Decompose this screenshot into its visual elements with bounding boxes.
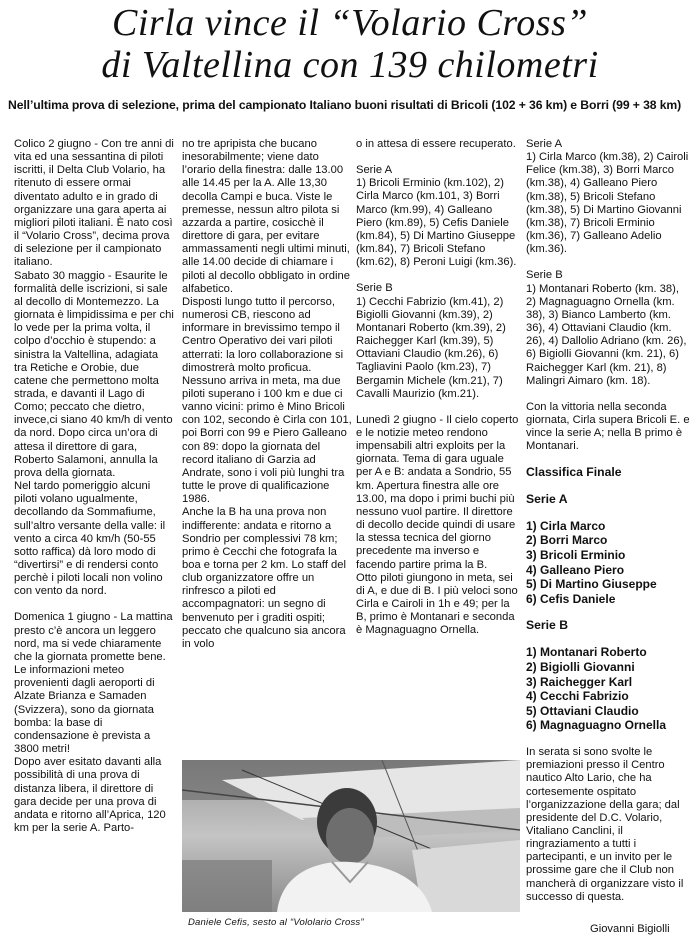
paragraph: Nel tardo pomeriggio alcuni piloti volano ugualmente, decollando da Sommafiume, sull’altro versante della valle: il vento a circa 40 km/h (50-55 sotto raffica) dà loro modo di “divertirsi” e di rendersi conto perchè i piloti locali non volino con vento da nord. <box>14 480 166 598</box>
paragraph: Colico 2 giugno - Con tre anni di vita ed una sessantina di piloti iscritti, il Delta Club Volario, ha ritenuto di essere ormai diventato adulto e in grado di organizzare una gara aperta ai migliori piloti italiani. È nato così il “Volario Cross”, decima prova di selezione per il campionato italiano. <box>14 138 174 269</box>
article-photo <box>182 760 520 912</box>
headline <box>0 2 700 86</box>
photo-caption: Daniele Cefis, sesto al “Vololario Cross” <box>188 917 364 928</box>
paragraph: Anche la B ha una prova non indifferente: andata e ritorno a Sondrio per complessivi 78 km; primo è Cecchi che fotografa la boa e torna per 2 km. Lo staff del club organizzatore offre un rinfresco a piloti ed accompagnatori: un segno di benvenuto per i graditi ospiti; peccato che qualcuno sia ancora in volo <box>182 506 346 650</box>
paragraph: Dopo aver esitato davanti alla possibilità di una prova di distanza libera, il direttore di gara decide per una prova di andata e ritorno all’Aprica, 120 km per la serie A. Parto- <box>14 756 166 834</box>
headline-line-1: Cirla vince il “Volario Cross” <box>112 2 588 44</box>
results-title-serie-b: Serie B <box>526 269 563 282</box>
results-serie-a: 1) Bricoli Erminio (km.102), 2) Cirla Marco (km.101, 3) Borri Marco (km.99), 4) Galleano Piero (km.89), 5) Cefis Daniele (km.84), 5) Di Martino Giuseppe (km.84), 7) Bricoli Stefano (km.62), 8) Peroni Luigi (km.36). <box>356 177 517 269</box>
results-serie-a: 1) Cirla Marco (km.38), 2) Cairoli Felice (km.38), 3) Borri Marco (km.38), 4) Galleano Piero (km.38), 5) Bricoli Stefano (km.38), 5) Di Martino Giovanni (km.38), 7) Bricoli Erminio (km.36), 7) Galleano Adelio (km.36). <box>526 151 689 256</box>
paragraph: no tre apripista che bucano inesorabilmente; viene dato l’orario della finestra: dalle 13.00 alle 14.45 per la A. Alle 13,30 decolla Campi e buca. Viste le premesse, nessun altro pilota si azzarda a partire, cosicchè il direttore di gara, per evitare ammassamenti negli ultimi minuti, alle 14.00 decide di chiamare i piloti al decollo obbligato in ordine alfabetico. <box>182 138 350 295</box>
pilot-photo-image <box>182 760 520 912</box>
author-byline: Giovanni Bigiolli <box>590 923 670 935</box>
final-standings-serie-a-title: Serie A <box>526 491 568 506</box>
subheadline: Nell’ultima prova di selezione, prima del campionato Italiano buoni risultati di Bricoli (102 + 36 km) e Borri (99 + 38 km) <box>8 98 682 112</box>
list-item: 1) Cirla Marco <box>526 518 606 533</box>
results-title-serie-a: Serie A <box>356 164 393 177</box>
article-column-2 <box>182 138 352 651</box>
final-standings-serie-b <box>526 645 691 733</box>
list-item: 4) Cecchi Fabrizio <box>526 689 629 704</box>
final-standings-title: Classifica Finale <box>526 465 622 480</box>
results-serie-b: 1) Montanari Roberto (km. 38), 2) Magnaguagno Ornella (km. 38), 3) Bianco Lamberto (km. 36), 4) Ottaviani Claudio (km. 26), 4) Dallolio Adriano (km. 26), 6) Bigiolli Giovanni (km. 21), 6) Raichegger Karl (km. 21), 8) Malingri Aimaro (km. 18). <box>526 282 687 387</box>
article-column-1 <box>14 138 174 835</box>
list-item: 3) Bricoli Erminio <box>526 547 626 562</box>
results-serie-b: 1) Cecchi Fabrizio (km.41), 2) Bigiolli Giovanni (km.39), 2) Montanari Roberto (km.39), 2) Raichegger Karl (km.39), 5) Ottaviani Claudio (km.26), 6) Tagliavini Paolo (km.23), 7) Bergamin Michele (km.21), 7) Cavalli Maurizio (km.21). <box>356 295 506 400</box>
paragraph: In serata si sono svolte le premiazioni presso il Centro nautico Alto Lario, che ha cortesemente ospitato l’organizzazione della gara; dal presidente del D.C. Volario, Vitaliano Canclini, il ringraziamento a tutti i partecipanti, e un invito per le prossime gare che il Club non mancherà di organizzare visto il successo di questa. <box>526 746 684 903</box>
paragraph: o in attesa di essere recuperato. <box>356 138 516 150</box>
list-item: 6) Cefis Daniele <box>526 591 616 606</box>
headline-line-2: di Valtellina con 139 chilometri <box>101 44 599 86</box>
paragraph: Sabato 30 maggio - Esaurite le formalità delle iscrizioni, si sale al decollo di Montemezzo. La giornata è limpidissima e per chi lo vede per la prima volta, il colpo d’occhio è stupendo: a sinistra la Valtellina, adagiata tra Retiche e Orobie, due catene che permettono molta strada, e davanti il Lago di Como; peccato che dietro, invece,ci siano 40 km/h di vento da nord. Dopo circa un’ora di attesa il direttore di gara, Roberto Salamoni, annulla la prova della giornata. <box>14 269 174 479</box>
list-item: 5) Ottaviani Claudio <box>526 703 639 718</box>
paragraph: Lunedì 2 giugno - Il cielo coperto e le notizie meteo rendono impensabili altri exploits per la giornata. Tema di gara uguale per A e B: andata a Sondrio, 55 km. Apertura finestra alle ore 13.00, ma dopo i primi buchi più nessuno vuol partire. Il direttore di decollo decide quindi di usare la stessa tecnica del giorno precedente ma inverso e facendo partire prima la B. <box>356 413 519 571</box>
list-item: 2) Borri Marco <box>526 533 608 548</box>
paragraph: Nessuno arriva in meta, ma due piloti superano i 100 km e due ci vanno vicini: primo è Mino Bricoli con 102, secondo è Cirla con 101, poi Borri con 99 e Piero Galleano con 89: dopo la giornata del record italiano di Garzia ad Andrate, sono i voli più lunghi tra tutte le prove di qualificazione 1986. <box>182 374 352 506</box>
list-item: 6) Magnaguagno Ornella <box>526 718 667 733</box>
paragraph: Con la vittoria nella seconda giornata, Cirla supera Bricoli E. e vince la serie A; nella B primo è Montanari. <box>526 400 690 453</box>
list-item: 1) Montanari Roberto <box>526 645 647 660</box>
list-item: 2) Bigiolli Giovanni <box>526 660 635 675</box>
list-item: 4) Galleano Piero <box>526 562 625 577</box>
article-column-4 <box>526 138 691 904</box>
results-title-serie-a: Serie A <box>526 138 563 150</box>
final-standings-serie-b-title: Serie B <box>526 618 569 633</box>
results-title-serie-b: Serie B <box>356 282 393 295</box>
list-item: 5) Di Martino Giuseppe <box>526 577 657 592</box>
article-column-3 <box>356 138 520 637</box>
paragraph: Domenica 1 giugno - La mattina presto c’è ancora un leggero nord, ma si vede chiaramente che la giornata promette bene. Le informazioni meteo provenienti dagli aeroporti di Alzate Brianza e Samaden (Svizzera), sono da giornata bomba: la base di condensazione è prevista a 3800 metri! <box>14 611 173 756</box>
final-standings-serie-a <box>526 519 691 607</box>
paragraph: Disposti lungo tutto il percorso, numerosi CB, riescono ad informare in brevissimo tempo il Centro Operativo dei vari piloti atterrati: la loro collaborazione si dimostrerà molto proficua. <box>182 295 344 374</box>
paragraph: Otto piloti giungono in meta, sei di A, e due di B. I più veloci sono Cirla e Cairoli in 1h e 49; per la B, primo è Montanari e seconda è Magnaguagno Ornella. <box>356 571 518 637</box>
list-item: 3) Raichegger Karl <box>526 674 633 689</box>
